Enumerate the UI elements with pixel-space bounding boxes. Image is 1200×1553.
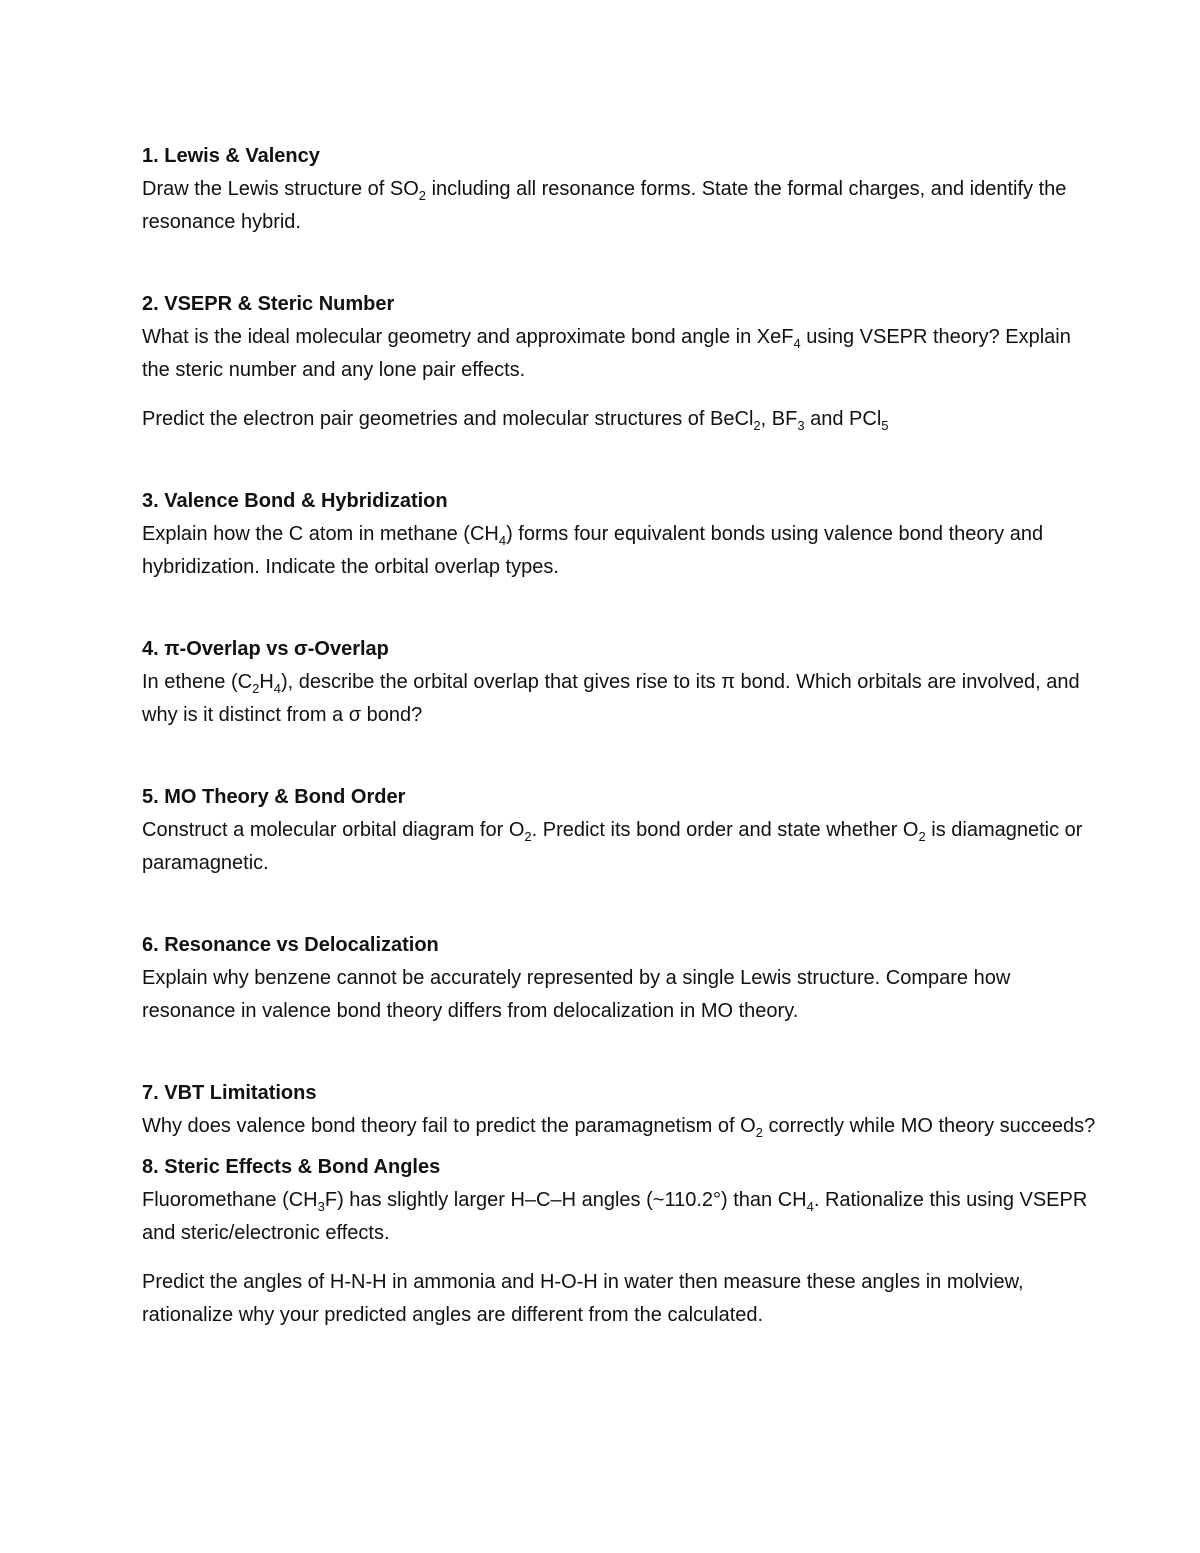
subscript: 2 — [753, 418, 761, 433]
subscript: 2 — [755, 1125, 763, 1140]
question-text-followup: Predict the electron pair geometries and molecular structures of BeCl$_2$, $BF_3$ and PCl$_5$ — [142, 408, 889, 433]
question-text: Explain why benzene cannot be accurately represented by a single Lewis structure. Compare how resonance in valence bond theory differs from delocalization in MO theory. — [142, 967, 1011, 1022]
question-3 — [142, 485, 1102, 584]
question-text: Fluoromethane $(CH_3F)$ has slightly larger H–C–H angles (~110.2°) than $CH_4$. Rationalize this using VSEPR and steric/electronic effects. — [142, 1189, 1088, 1244]
question-title: 4. π-Overlap vs σ-Overlap — [142, 638, 389, 660]
question-title: 1. Lewis & Valency — [142, 145, 320, 167]
subscript: 2 — [918, 829, 926, 844]
question-2 — [142, 288, 1102, 436]
subscript: 4 — [793, 336, 801, 351]
question-1 — [142, 140, 1102, 239]
subscript: 5 — [881, 418, 889, 433]
document-page — [142, 140, 1102, 1332]
subscript: 4 — [273, 681, 281, 696]
question-text: What is the ideal molecular geometry and approximate bond angle in XeF$_4$ using VSEPR theory? Explain the steric number and any lone pair effects. — [142, 326, 1071, 381]
subscript: 3 — [317, 1199, 325, 1214]
question-text: In ethene $(C_2H_4)$, describe the orbital overlap that gives rise to its π bond. Which orbitals are involved, and why is it distinct from a σ bond? — [142, 671, 1080, 726]
question-title: 3. Valence Bond & Hybridization — [142, 490, 448, 512]
question-title: 6. Resonance vs Delocalization — [142, 934, 439, 956]
question-text: Draw the Lewis structure of $SO_2$ including all resonance forms. State the formal charges, and identify the resonance hybrid. — [142, 178, 1067, 233]
question-5 — [142, 781, 1102, 880]
subscript: 3 — [797, 418, 805, 433]
question-title: 7. VBT Limitations — [142, 1082, 317, 1104]
subscript: 4 — [806, 1199, 814, 1214]
question-text: Why does valence bond theory fail to predict the paramagnetism of $O_2$ correctly while MO theory succeeds? — [142, 1115, 1096, 1140]
subscript: 2 — [418, 188, 427, 203]
subscript: 4 — [498, 533, 507, 548]
subscript: 2 — [524, 829, 532, 844]
question-title: 2. VSEPR & Steric Number — [142, 293, 395, 315]
question-8 — [142, 1151, 1102, 1332]
question-text: Construct a molecular orbital diagram for $O_2$. Predict its bond order and state whether $O_2$ is diamagnetic or paramagnetic. — [142, 819, 1083, 874]
question-4 — [142, 633, 1102, 732]
question-7 — [142, 1077, 1102, 1143]
question-title: 5. MO Theory & Bond Order — [142, 786, 406, 808]
question-title: 8. Steric Effects & Bond Angles — [142, 1156, 441, 1178]
question-text-followup: Predict the angles of H-N-H in ammonia and H-O-H in water then measure these angles in molview, rationalize why your predicted angles are different from the calculated. — [142, 1271, 1024, 1326]
question-text: Explain how the C atom in methane $(CH_4)$ forms four equivalent bonds using valence bond theory and hybridization. Indicate the orbital overlap types. — [142, 523, 1044, 578]
question-6 — [142, 929, 1102, 1028]
subscript: 2 — [252, 681, 260, 696]
